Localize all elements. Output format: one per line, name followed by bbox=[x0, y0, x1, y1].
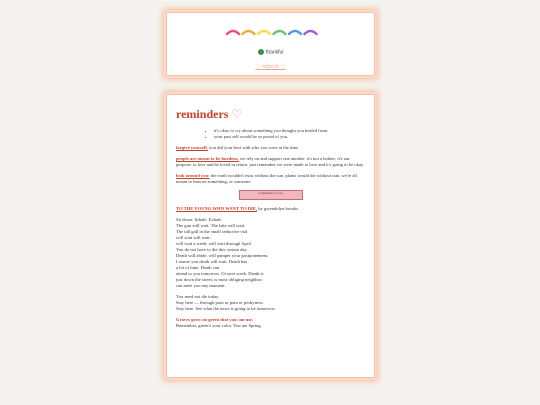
tip-text: you did your best with who you were at the time. bbox=[207, 145, 300, 150]
tip-text: the earth wouldn't exist without the sun. plants would die without rain. we're all meant to lean on something, or someone. bbox=[176, 173, 357, 184]
tip-highlight[interactable]: look around you: bbox=[176, 173, 210, 178]
rainbow-arc bbox=[243, 31, 255, 34]
closing-line: Remember, green's your color. You are Spring. bbox=[176, 323, 262, 328]
thankful-badge bbox=[167, 49, 374, 55]
post-title-text: reminders bbox=[176, 107, 229, 121]
header-card bbox=[166, 12, 375, 76]
tip-paragraph bbox=[176, 145, 365, 151]
closing-heading: Graves grow no green that you can use. bbox=[176, 317, 254, 322]
rainbow-divider bbox=[225, 28, 319, 36]
tip-highlight[interactable]: forgive yourself, bbox=[176, 145, 208, 150]
rainbow-arc bbox=[258, 31, 270, 34]
poem-stanza: Sit down. Inhale. Exhale. The gun will wait. The lake will wait. The tall gall in the small seductive vial will wait will wait: will wait a week: will wait through April. You do not have to die this certain day. Death will abide, will pamper your postponement. I assure you death will wait. Death has a lot of time. Death can attend to you tomorrow. Or next week. Death is just down the street; is most obliging neighbor; can meet you any moment. bbox=[176, 217, 269, 288]
refresh-row bbox=[167, 63, 374, 70]
poem-stanza: You need not die today. Stay here — through pout or pain or peskyness. Stay here. See what the news is going to be tomorrow. bbox=[176, 294, 276, 311]
poem-title[interactable]: TO THE YOUNG WHO WANT TO DIE, bbox=[176, 206, 258, 211]
globe-icon bbox=[258, 49, 264, 55]
reminder-list bbox=[176, 128, 365, 140]
rainbow-arc bbox=[305, 31, 317, 34]
post-title bbox=[176, 107, 365, 122]
list-item: • your past self would be so proud of you. bbox=[214, 134, 365, 140]
poem-heading bbox=[176, 206, 365, 212]
rainbow-arc bbox=[289, 31, 301, 34]
thinking-of-you-badge bbox=[239, 190, 303, 200]
tip-paragraph bbox=[176, 173, 365, 185]
rainbow-arc bbox=[274, 31, 286, 34]
badge-label: is thinking of you bbox=[258, 191, 283, 195]
poem-author: by gwendolyn brooks. bbox=[257, 206, 300, 211]
post-card bbox=[166, 94, 375, 378]
tip-text: we rely on and support one another. it's not a bother; it's our purpose: to love and be loved in return. just remember we were made to love and it's going to be okay. bbox=[176, 156, 365, 167]
list-item: • it's okay to cry about something you thought you healed from. bbox=[214, 128, 365, 134]
closing bbox=[176, 317, 365, 329]
refresh-link[interactable]: ♡ refresh ♡ bbox=[255, 64, 286, 70]
thankful-label: thankful bbox=[265, 49, 284, 56]
rainbow-arc bbox=[227, 31, 239, 34]
tip-highlight[interactable]: people are meant to be burdens, bbox=[176, 156, 239, 161]
heart-outline-icon: ♡ bbox=[231, 107, 243, 121]
tip-paragraph bbox=[176, 156, 365, 168]
